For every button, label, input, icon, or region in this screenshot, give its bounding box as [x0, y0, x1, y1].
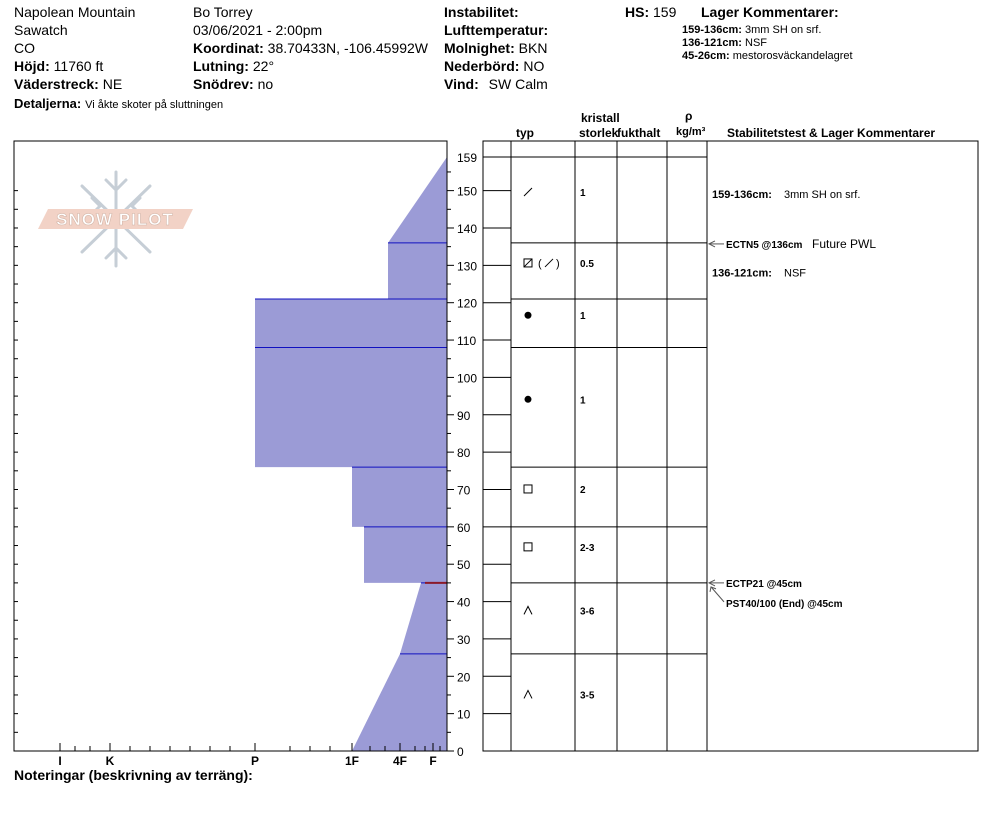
crystal-size-label: 1: [580, 395, 586, 407]
hardness-layer: [255, 348, 447, 468]
layer-note-range: 159-136cm:: [712, 189, 772, 202]
test-arrow-line: [711, 587, 724, 602]
stability-tests: [709, 237, 876, 610]
crystal-size-label: 3-5: [580, 690, 595, 702]
crystal-size-label: 1: [580, 311, 586, 323]
depth-tick-label: 110: [457, 334, 477, 349]
hardness-layer: [388, 157, 447, 243]
moisture-header: fukthalt: [617, 126, 661, 140]
mountain-range: Sawatch: [14, 22, 68, 38]
slash-icon: [545, 259, 553, 267]
depth-tick-label: 60: [457, 520, 471, 535]
depth-tick-label: 130: [457, 259, 478, 274]
hardness-layer: [388, 243, 447, 299]
layer-comment-range: 136-121cm:: [682, 37, 742, 49]
airtemp-label: Lufttemperatur:: [444, 22, 549, 38]
crystal-size-label: 2-3: [580, 542, 595, 554]
coordinate-value: 38.70433N, -106.45992W: [267, 40, 428, 56]
depth-tick-label: 80: [457, 446, 471, 461]
instability-label: Instabilitet:: [444, 4, 519, 20]
faceted-grain-icon: [524, 485, 532, 493]
crystal-size-label: 3-6: [580, 606, 595, 618]
elevation-label: Höjd:: [14, 58, 50, 74]
crystal-column: [524, 188, 595, 701]
depth-tick-label: 70: [457, 483, 471, 498]
paren-icon: (: [538, 257, 542, 270]
drift-label: Snödrev:: [193, 76, 254, 92]
hardness-profile: [255, 157, 447, 751]
layer-comment-text: 3mm SH on srf.: [745, 24, 822, 36]
slope-value: 22°: [252, 58, 275, 74]
crystal-size-label: 2: [580, 484, 586, 496]
depth-tick-label: 159: [457, 151, 478, 165]
slope-label: Lutning:: [193, 58, 249, 74]
layer-note-text: 3mm SH on srf.: [784, 189, 861, 202]
hardness-tick-label: 1F: [344, 754, 360, 768]
observation-datetime: 03/06/2021 - 2:00pm: [193, 22, 323, 38]
density-unit: kg/m³: [676, 126, 706, 138]
test-label: ECTN5 @136cm: [726, 239, 803, 251]
hardness-tick-label: 4F: [392, 754, 408, 768]
crystal-header: kristall: [581, 111, 620, 125]
column-headers: [516, 109, 935, 140]
details-label: Detaljerna:: [14, 96, 82, 111]
layer-table: [483, 141, 978, 751]
layer-comments-title: Lager Kommentarer:: [701, 4, 839, 20]
layer-notes: [712, 189, 860, 279]
depth-axis: [447, 151, 511, 759]
depth-tick-label: 20: [457, 670, 471, 685]
size-header: storlek: [579, 126, 619, 140]
layer-comment-range: 159-136cm:: [682, 24, 742, 36]
paren-icon: ): [556, 257, 560, 270]
precip-value: NO: [523, 58, 545, 74]
layer-comment-range: 45-26cm:: [682, 50, 730, 62]
precip-label: Nederbörd:: [444, 58, 520, 74]
depth-tick-label: 40: [457, 595, 471, 610]
observer-name: Bo Torrey: [193, 4, 253, 20]
state: CO: [14, 40, 35, 56]
hardness-layer: [400, 583, 447, 654]
sky-label: Molnighet:: [444, 40, 515, 56]
layer-note-range: 136-121cm:: [712, 267, 772, 280]
crystal-size-label: 1: [580, 187, 586, 199]
faceted-rounded-icon: [524, 258, 560, 270]
elevation-value: 11760 ft: [53, 58, 104, 74]
depth-tick-label: 100: [457, 371, 478, 386]
depth-tick-label: 50: [457, 558, 471, 573]
location-name: Napolean Mountain: [14, 4, 136, 20]
depth-hoar-icon: [524, 690, 532, 698]
depth-tick-label: 0: [457, 745, 464, 759]
layer-note-text: NSF: [784, 267, 806, 280]
layer-table-box: [483, 141, 978, 751]
hs-label: HS:: [625, 4, 650, 20]
hardness-layer: [352, 654, 447, 751]
drift-value: no: [257, 76, 274, 92]
hardness-tick-label: F: [429, 754, 437, 768]
notes-label: Noteringar (beskrivning av terräng):: [14, 767, 253, 783]
layer-comment-text: NSF: [745, 37, 767, 49]
hardness-tick-label: I: [58, 754, 62, 768]
type-header: typ: [516, 126, 534, 140]
depth-tick-label: 140: [457, 221, 478, 236]
faceted-grain-icon: [524, 543, 532, 551]
wind-label: Vind:: [444, 76, 479, 92]
depth-tick-label: 10: [457, 707, 471, 722]
hardness-layer: [364, 527, 447, 583]
coordinate-label: Koordinat:: [193, 40, 264, 56]
rounded-grain-icon: [525, 396, 532, 403]
slash-icon: [524, 259, 532, 267]
rounded-grain-icon: [525, 312, 532, 319]
depth-tick-label: 150: [457, 184, 478, 199]
test-comment: Future PWL: [812, 236, 877, 251]
hardness-layer: [352, 467, 447, 527]
aspect-label: Väderstreck:: [14, 76, 99, 92]
hardness-tick-label: P: [250, 754, 260, 768]
hs-value: 159: [653, 4, 677, 20]
logo-text: SNOW PILOT: [56, 210, 174, 229]
crystal-size-label: 0.5: [580, 258, 594, 270]
stability-header: Stabilitetstest & Lager Kommentarer: [727, 126, 936, 140]
depth-tick-label: 90: [457, 408, 471, 423]
density-symbol: ρ: [685, 109, 693, 123]
snowpilot-logo: [38, 172, 193, 266]
faceted-partial-icon: [524, 188, 532, 196]
details-value: Vi åkte skoter på sluttningen: [85, 99, 224, 111]
aspect-value: NE: [102, 76, 123, 92]
depth-tick-label: 120: [457, 296, 478, 311]
depth-tick-label: 30: [457, 632, 471, 647]
test-label: PST40/100 (End) @45cm: [726, 598, 843, 610]
depth-hoar-icon: [524, 606, 532, 614]
test-label: ECTP21 @45cm: [726, 578, 802, 590]
hardness-tick-label: K: [105, 754, 115, 768]
hardness-layer: [255, 299, 447, 348]
layer-comment-text: mestorosväckandelagret: [732, 50, 853, 62]
wind-value: SW Calm: [488, 76, 548, 92]
sky-value: BKN: [518, 40, 548, 56]
